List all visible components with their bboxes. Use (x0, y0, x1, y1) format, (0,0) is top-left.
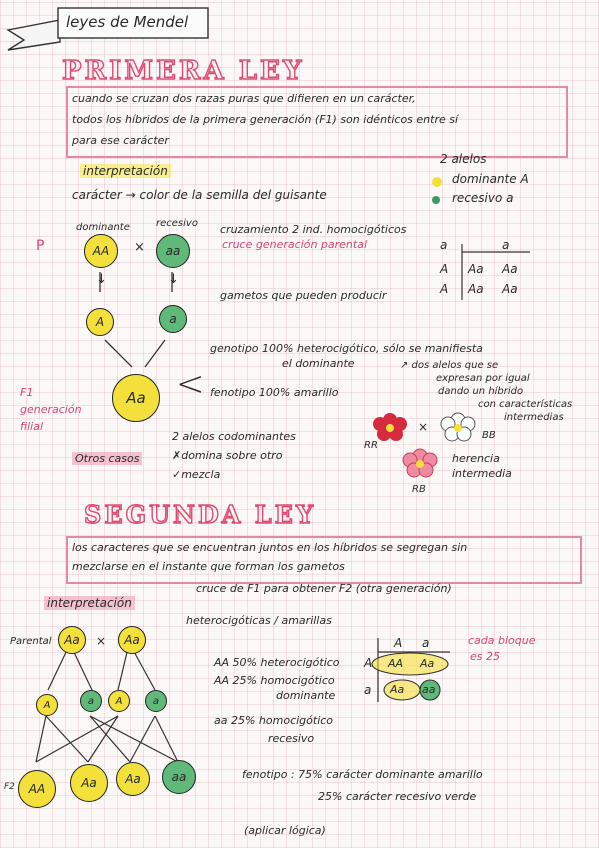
first-law-statement-line3: para ese carácter (72, 134, 169, 147)
white-flower-bb (441, 413, 475, 441)
parental-Aa-circle-left: Aa (58, 626, 86, 654)
parental-cross-sign: × (96, 634, 107, 648)
dominant-allele: dominante A (452, 172, 529, 186)
banner-ribbon (8, 20, 60, 50)
punnett1-cell22: Aa (502, 282, 518, 296)
gamete-A-circle: A (86, 308, 114, 336)
punnett2-row1: A (364, 656, 373, 670)
cruce-text: cruce generación parental (222, 238, 368, 251)
codom-line2: ✗domina sobre otro (172, 449, 283, 462)
f2-aa50-text: AA 50% heterocigótico (214, 656, 340, 669)
arrow-down-right: ↓ (168, 272, 179, 287)
bb-label: BB (482, 430, 496, 441)
f2-aa-circle: aa (162, 760, 196, 794)
f2-AA-circle: AA (18, 770, 56, 808)
gamete2-A-circle-2: A (108, 690, 130, 712)
f2-aa25-dominante: dominante (276, 689, 336, 702)
arrow-down-left: ↓ (96, 272, 107, 287)
gamete-a-circle: a (159, 305, 187, 333)
yellow-dot-icon (432, 177, 442, 187)
f2-Aa-circle-1: Aa (70, 764, 108, 802)
f1-generacion: generación (20, 403, 82, 416)
second-law-statement-line1: los caracteres que se encuentran juntos en los híbridos se segregan sin (72, 541, 468, 554)
f2-Aa-circle-2: Aa (116, 762, 150, 796)
f2-small25-recesivo: recesivo (268, 732, 315, 745)
parental-label: Parental (10, 636, 52, 647)
otros-casos-label: Otros casos (72, 452, 142, 465)
herencia-line1: herencia (452, 452, 500, 465)
f2-aa25-text: AA 25% homocigótico (214, 674, 335, 687)
gametos-text: gametos que pueden producir (220, 289, 387, 302)
codominant-note-5: intermedias (504, 412, 564, 423)
bracket: < (176, 364, 205, 404)
parent-AA-circle: AA (84, 234, 118, 268)
fenotipo-line2: 25% carácter recesivo verde (318, 790, 477, 803)
es25-text: es 25 (470, 650, 500, 663)
punnett2-cell12: Aa (420, 657, 435, 670)
f1-filial: filial (20, 420, 44, 433)
f2-small25-text: aa 25% homocigótico (214, 714, 334, 727)
first-law-statement-line2: todos los híbridos de la primera generación (F1) son idénticos entre sí (72, 113, 459, 126)
codominant-note-1: ↗ dos alelos que se (400, 360, 499, 371)
first-law-statement-line1: cuando se cruzan dos razas puras que difieren en un carácter, (72, 92, 416, 105)
second-law-statement-line2: mezclarse en el instante que forman los gametos (72, 560, 345, 573)
f1-Aa-circle: Aa (112, 374, 160, 422)
codominant-note-4: con características (478, 399, 573, 410)
punnett2-cell22: aa (422, 683, 436, 696)
punnett2-col1: A (394, 636, 403, 650)
gamete2-a-circle-1: a (80, 690, 102, 712)
aplicar-logica-text: (aplicar lógica) (244, 824, 326, 837)
punnett1-col2: a (502, 238, 510, 252)
gamete2-A-circle-1: A (36, 694, 58, 716)
parental-Aa-circle-right: Aa (118, 626, 146, 654)
pink-flower-rb (403, 449, 437, 477)
punnett1-cell12: Aa (502, 262, 518, 276)
alleles-title: 2 alelos (440, 152, 487, 166)
cruzamiento-text: cruzamiento 2 ind. homocigóticos (220, 223, 407, 236)
flower-cross-sign: × (418, 420, 429, 434)
fenotipo-text: fenotipo 100% amarillo (210, 386, 339, 399)
second-law-title: SEGUNDA LEY (84, 500, 317, 529)
f1-label: F1 (20, 386, 34, 399)
cada-bloque-text: cada bloque (468, 634, 536, 647)
recesivo-label: recesivo (156, 218, 198, 229)
punnett2-col2: a (422, 636, 430, 650)
punnett1-col1: a (440, 238, 448, 252)
page-banner-title: leyes de Mendel (66, 13, 189, 31)
punnett1-row1: A (440, 262, 449, 276)
punnett2-cell21: Aa (390, 683, 405, 696)
codominant-note-3: dando un híbrido (438, 386, 524, 397)
codom-line3: ✓mezcla (172, 468, 221, 481)
second-law-interpretation-label: interpretación (44, 596, 135, 610)
gamete2-a-circle-2: a (145, 690, 167, 712)
punnett1-cell21: Aa (468, 282, 484, 296)
codominant-note-2: expresan por igual (436, 373, 530, 384)
character-description: carácter → color de la semilla del guisante (72, 188, 327, 202)
cross-sign: × (134, 240, 145, 255)
punnett2-cell11: AA (388, 657, 404, 670)
fenotipo-line1: fenotipo : 75% carácter dominante amarillo (242, 768, 483, 781)
punnett2-row2: a (364, 683, 372, 697)
genotipo-text2: el dominante (282, 357, 355, 370)
punnett1-cell11: Aa (468, 262, 484, 276)
codom-line1: 2 alelos codominantes (172, 430, 296, 443)
f2-label: F2 (4, 782, 15, 792)
herencia-line2: intermedia (452, 467, 512, 480)
red-flower-rr (373, 413, 407, 441)
punnett1-row2: A (440, 282, 449, 296)
p-label: P (36, 238, 45, 254)
cruce-f1-text: cruce de F1 para obtener F2 (otra generación) (196, 582, 452, 595)
rb-label: RB (412, 484, 426, 495)
rr-label: RR (364, 440, 378, 451)
green-dot-icon (432, 196, 440, 204)
recessive-allele: recesivo a (452, 191, 514, 205)
genotipo-text: genotipo 100% heterocigótico, sólo se manifiesta (210, 342, 483, 355)
first-law-interpretation-label: interpretación (80, 164, 171, 178)
heterocigoticas-text: heterocigóticas / amarillas (186, 614, 332, 627)
first-law-title: PRIMERA LEY (62, 56, 305, 86)
dominante-label: dominante (76, 222, 130, 233)
parent-aa-circle: aa (156, 234, 190, 268)
